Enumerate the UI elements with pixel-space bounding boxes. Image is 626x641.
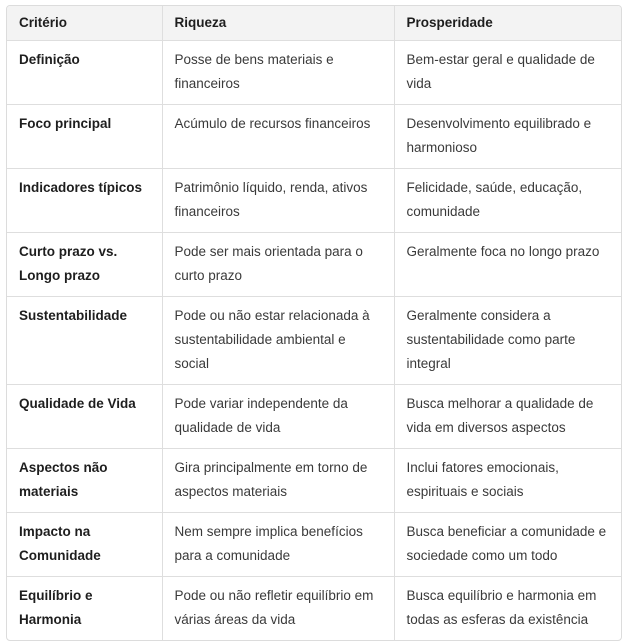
riqueza-cell: Nem sempre implica benefícios para a comunidade [162,513,394,577]
table-row [7,513,621,577]
comparison-table-container [6,5,622,641]
prosperidade-cell: Bem-estar geral e qualidade de vida [394,41,621,105]
header-row [7,6,621,41]
prosperidade-cell: Busca equilíbrio e harmonia em todas as esferas da existência [406,588,597,627]
criterio-cell: Curto prazo vs. Longo prazo [7,233,162,297]
prosperidade-cell: Felicidade, saúde, educação, comunidade [394,169,621,233]
table-row [7,385,621,449]
prosperidade-cell: Inclui fatores emocionais, espirituais e sociais [394,449,621,513]
table-body [7,41,621,641]
criterio-cell: Qualidade de Vida [7,385,162,449]
header-prosperidade: Prosperidade [394,6,621,41]
riqueza-cell: Posse de bens materiais e financeiros [162,41,394,105]
table-header [7,6,621,41]
table-row [7,169,621,233]
table-row [7,105,621,169]
criterio-cell: Impacto na Comunidade [7,513,162,577]
criterio-cell: Indicadores típicos [7,169,162,233]
comparison-table [7,6,621,640]
table-row [7,297,621,385]
table-row [7,449,621,513]
riqueza-cell: Pode ser mais orientada para o curto prazo [162,233,394,297]
riqueza-cell: Pode ou não estar relacionada à sustentabilidade ambiental e social [162,297,394,385]
prosperidade-cell: Busca beneficiar a comunidade e sociedade como um todo [394,513,621,577]
table-row [7,41,621,105]
table-row [7,233,621,297]
prosperidade-cell: Busca melhorar a qualidade de vida em diversos aspectos [394,385,621,449]
criterio-cell: Foco principal [7,105,162,169]
criterio-cell: Aspectos não materiais [7,449,162,513]
riqueza-cell: Gira principalmente em torno de aspectos materiais [162,449,394,513]
riqueza-cell: Acúmulo de recursos financeiros [162,105,394,169]
criterio-cell: Sustentabilidade [7,297,162,385]
table-row [7,577,621,641]
header-riqueza: Riqueza [162,6,394,41]
riqueza-cell: Patrimônio líquido, renda, ativos financeiros [162,169,394,233]
criterio-cell: Equilíbrio e Harmonia [7,577,162,641]
prosperidade-cell: Geralmente considera a sustentabilidade como parte integral [394,297,621,385]
riqueza-cell: Pode variar independente da qualidade de vida [162,385,394,449]
prosperidade-cell: Geralmente foca no longo prazo [394,233,621,297]
prosperidade-cell: Desenvolvimento equilibrado e harmonioso [394,105,621,169]
header-criterio: Critério [7,6,162,41]
riqueza-cell: Pode ou não refletir equilíbrio em várias áreas da vida [162,577,394,641]
criterio-cell: Definição [7,41,162,105]
